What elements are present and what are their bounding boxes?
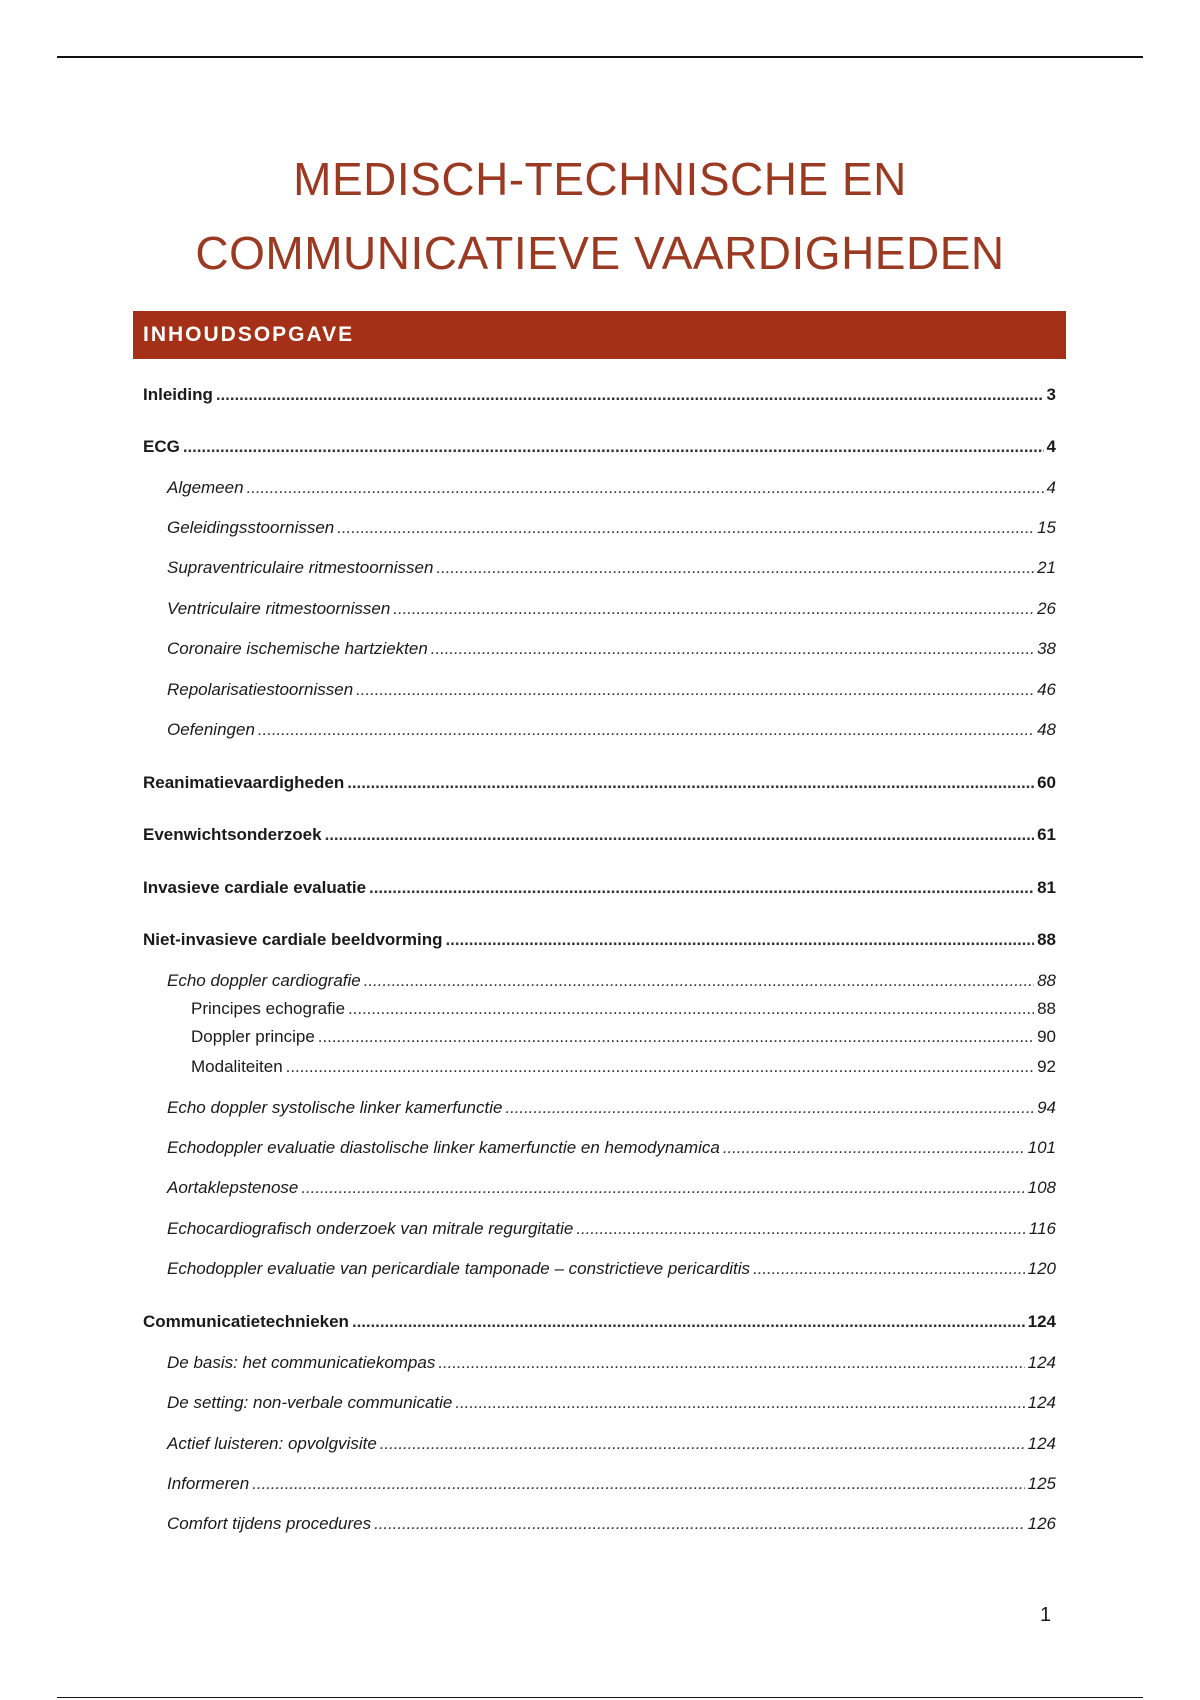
toc-page: 116 bbox=[1028, 1219, 1056, 1238]
toc-leader bbox=[325, 825, 1035, 845]
toc-label: Echocardiografisch onderzoek van mitrale regurgitatie bbox=[167, 1219, 574, 1238]
toc-entry[interactable] bbox=[143, 437, 1056, 457]
toc-entry[interactable] bbox=[167, 1353, 1056, 1373]
toc-label: Actief luisteren: opvolgvisite bbox=[167, 1434, 377, 1453]
toc-page: 90 bbox=[1037, 1027, 1056, 1046]
toc-entry[interactable] bbox=[191, 1057, 1056, 1077]
toc-page: 108 bbox=[1027, 1178, 1056, 1197]
toc-leader bbox=[247, 478, 1044, 498]
toc-leader bbox=[252, 1474, 1024, 1494]
toc-leader bbox=[436, 558, 1034, 578]
toc-leader bbox=[369, 878, 1034, 898]
toc-label: De setting: non-verbale communicatie bbox=[167, 1393, 453, 1412]
bottom-rule bbox=[57, 1697, 1143, 1698]
toc-leader bbox=[438, 1353, 1024, 1373]
toc-page: 15 bbox=[1037, 518, 1056, 537]
toc-page: 94 bbox=[1037, 1098, 1056, 1117]
toc-leader bbox=[576, 1219, 1026, 1239]
toc-leader bbox=[393, 599, 1034, 619]
toc-entry[interactable] bbox=[143, 930, 1056, 950]
toc-heading: INHOUDSOPGAVE bbox=[133, 311, 1066, 359]
toc-entry[interactable] bbox=[143, 773, 1056, 793]
toc-page: 46 bbox=[1037, 680, 1056, 699]
toc-page: 88 bbox=[1037, 971, 1056, 990]
toc-leader bbox=[337, 518, 1034, 538]
toc-leader bbox=[431, 639, 1034, 659]
toc-label: Doppler principe bbox=[191, 1027, 315, 1046]
toc-entry[interactable] bbox=[167, 518, 1056, 538]
toc-page: 124 bbox=[1027, 1312, 1056, 1331]
toc-leader bbox=[348, 999, 1034, 1019]
toc-label: Repolarisatiestoornissen bbox=[167, 680, 354, 699]
toc-label: Niet-invasieve cardiale beeldvorming bbox=[143, 930, 443, 949]
toc-entry[interactable] bbox=[167, 971, 1056, 991]
toc-leader bbox=[286, 1057, 1034, 1077]
toc-entry[interactable] bbox=[167, 1098, 1056, 1118]
toc-entry[interactable] bbox=[167, 720, 1056, 740]
toc-leader bbox=[216, 385, 1044, 405]
toc-page: 124 bbox=[1027, 1434, 1056, 1453]
toc-page: 124 bbox=[1027, 1353, 1056, 1372]
toc-page: 124 bbox=[1027, 1393, 1056, 1412]
toc-label: Evenwichtsonderzoek bbox=[143, 825, 322, 844]
toc-entry[interactable] bbox=[167, 599, 1056, 619]
toc-label: Modaliteiten bbox=[191, 1057, 283, 1076]
toc-label: De basis: het communicatiekompas bbox=[167, 1353, 436, 1372]
toc-page: 4 bbox=[1046, 478, 1056, 497]
toc-entry[interactable] bbox=[143, 385, 1056, 405]
toc-page: 26 bbox=[1037, 599, 1056, 618]
toc-entry[interactable] bbox=[167, 1259, 1056, 1279]
title-line-1: MEDISCH-TECHNISCHE EN bbox=[293, 153, 907, 205]
toc-page: 92 bbox=[1037, 1057, 1056, 1076]
toc-page: 61 bbox=[1037, 825, 1056, 844]
toc-entry[interactable] bbox=[191, 1027, 1056, 1047]
toc-leader bbox=[723, 1138, 1025, 1158]
page-number: 1 bbox=[1040, 1604, 1052, 1626]
toc-entry[interactable] bbox=[167, 680, 1056, 700]
toc-label: Inleiding bbox=[143, 385, 213, 404]
toc-page: 120 bbox=[1027, 1259, 1056, 1278]
toc-label: Aortaklepstenose bbox=[167, 1178, 299, 1197]
toc-leader bbox=[753, 1259, 1025, 1279]
toc-label: Coronaire ischemische hartziekten bbox=[167, 639, 428, 658]
toc-label: Supraventriculaire ritmestoornissen bbox=[167, 558, 434, 577]
toc-label: Echodoppler evaluatie van pericardiale tamponade – constrictieve pericarditis bbox=[167, 1259, 751, 1278]
toc-label: Informeren bbox=[167, 1474, 250, 1493]
toc-entry[interactable] bbox=[143, 878, 1056, 898]
toc-page: 48 bbox=[1037, 720, 1056, 739]
toc-leader bbox=[301, 1178, 1024, 1198]
toc-entry[interactable] bbox=[167, 1393, 1056, 1413]
toc-label: Invasieve cardiale evaluatie bbox=[143, 878, 367, 897]
toc-label: Comfort tijdens procedures bbox=[167, 1514, 372, 1533]
toc-leader bbox=[352, 1312, 1025, 1332]
toc-label: Geleidingsstoornissen bbox=[167, 518, 335, 537]
toc-entry[interactable] bbox=[167, 558, 1056, 578]
toc-page: 101 bbox=[1027, 1138, 1056, 1157]
toc-entry[interactable] bbox=[143, 1312, 1056, 1332]
toc-entry[interactable] bbox=[167, 478, 1056, 498]
toc-entry[interactable] bbox=[167, 1514, 1056, 1534]
toc-label: Ventriculaire ritmestoornissen bbox=[167, 599, 391, 618]
toc-page: 81 bbox=[1037, 878, 1056, 897]
toc-entry[interactable] bbox=[167, 639, 1056, 659]
toc-leader bbox=[347, 773, 1034, 793]
toc-page: 88 bbox=[1037, 930, 1056, 949]
toc-entry[interactable] bbox=[167, 1178, 1056, 1198]
toc-label: Algemeen bbox=[167, 478, 244, 497]
toc-leader bbox=[258, 720, 1034, 740]
toc-page: 60 bbox=[1037, 773, 1056, 792]
toc-leader bbox=[356, 680, 1034, 700]
toc-entry[interactable] bbox=[167, 1219, 1056, 1239]
toc-page: 126 bbox=[1027, 1514, 1056, 1533]
toc-label: Echodoppler evaluatie diastolische linker kamerfunctie en hemodynamica bbox=[167, 1138, 720, 1157]
toc-page: 38 bbox=[1037, 639, 1056, 658]
toc-page: 4 bbox=[1046, 437, 1056, 456]
toc-entry[interactable] bbox=[191, 999, 1056, 1019]
toc-leader bbox=[374, 1514, 1025, 1534]
toc-leader bbox=[446, 930, 1035, 950]
toc-page: 3 bbox=[1046, 385, 1056, 404]
toc-entry[interactable] bbox=[167, 1434, 1056, 1454]
toc-label: ECG bbox=[143, 437, 180, 456]
toc-page: 21 bbox=[1037, 558, 1056, 577]
toc-leader bbox=[183, 437, 1044, 457]
toc-leader bbox=[380, 1434, 1025, 1454]
toc-leader bbox=[455, 1393, 1024, 1413]
toc-label: Principes echografie bbox=[191, 999, 346, 1018]
toc-entry[interactable] bbox=[167, 1138, 1056, 1158]
toc-page: 125 bbox=[1027, 1474, 1056, 1493]
toc-page: 88 bbox=[1037, 999, 1056, 1018]
toc-label: Echo doppler systolische linker kamerfunctie bbox=[167, 1098, 503, 1117]
toc-label: Communicatietechnieken bbox=[143, 1312, 349, 1331]
toc-label: Echo doppler cardiografie bbox=[167, 971, 361, 990]
title-line-2: COMMUNICATIEVE VAARDIGHEDEN bbox=[195, 227, 1005, 279]
toc-leader bbox=[364, 971, 1034, 991]
toc-label: Oefeningen bbox=[167, 720, 255, 739]
toc-entry[interactable] bbox=[143, 825, 1056, 845]
toc-label: Reanimatievaardigheden bbox=[143, 773, 345, 792]
toc-leader bbox=[505, 1098, 1034, 1118]
toc-leader bbox=[318, 1027, 1034, 1047]
toc-entry[interactable] bbox=[167, 1474, 1056, 1494]
